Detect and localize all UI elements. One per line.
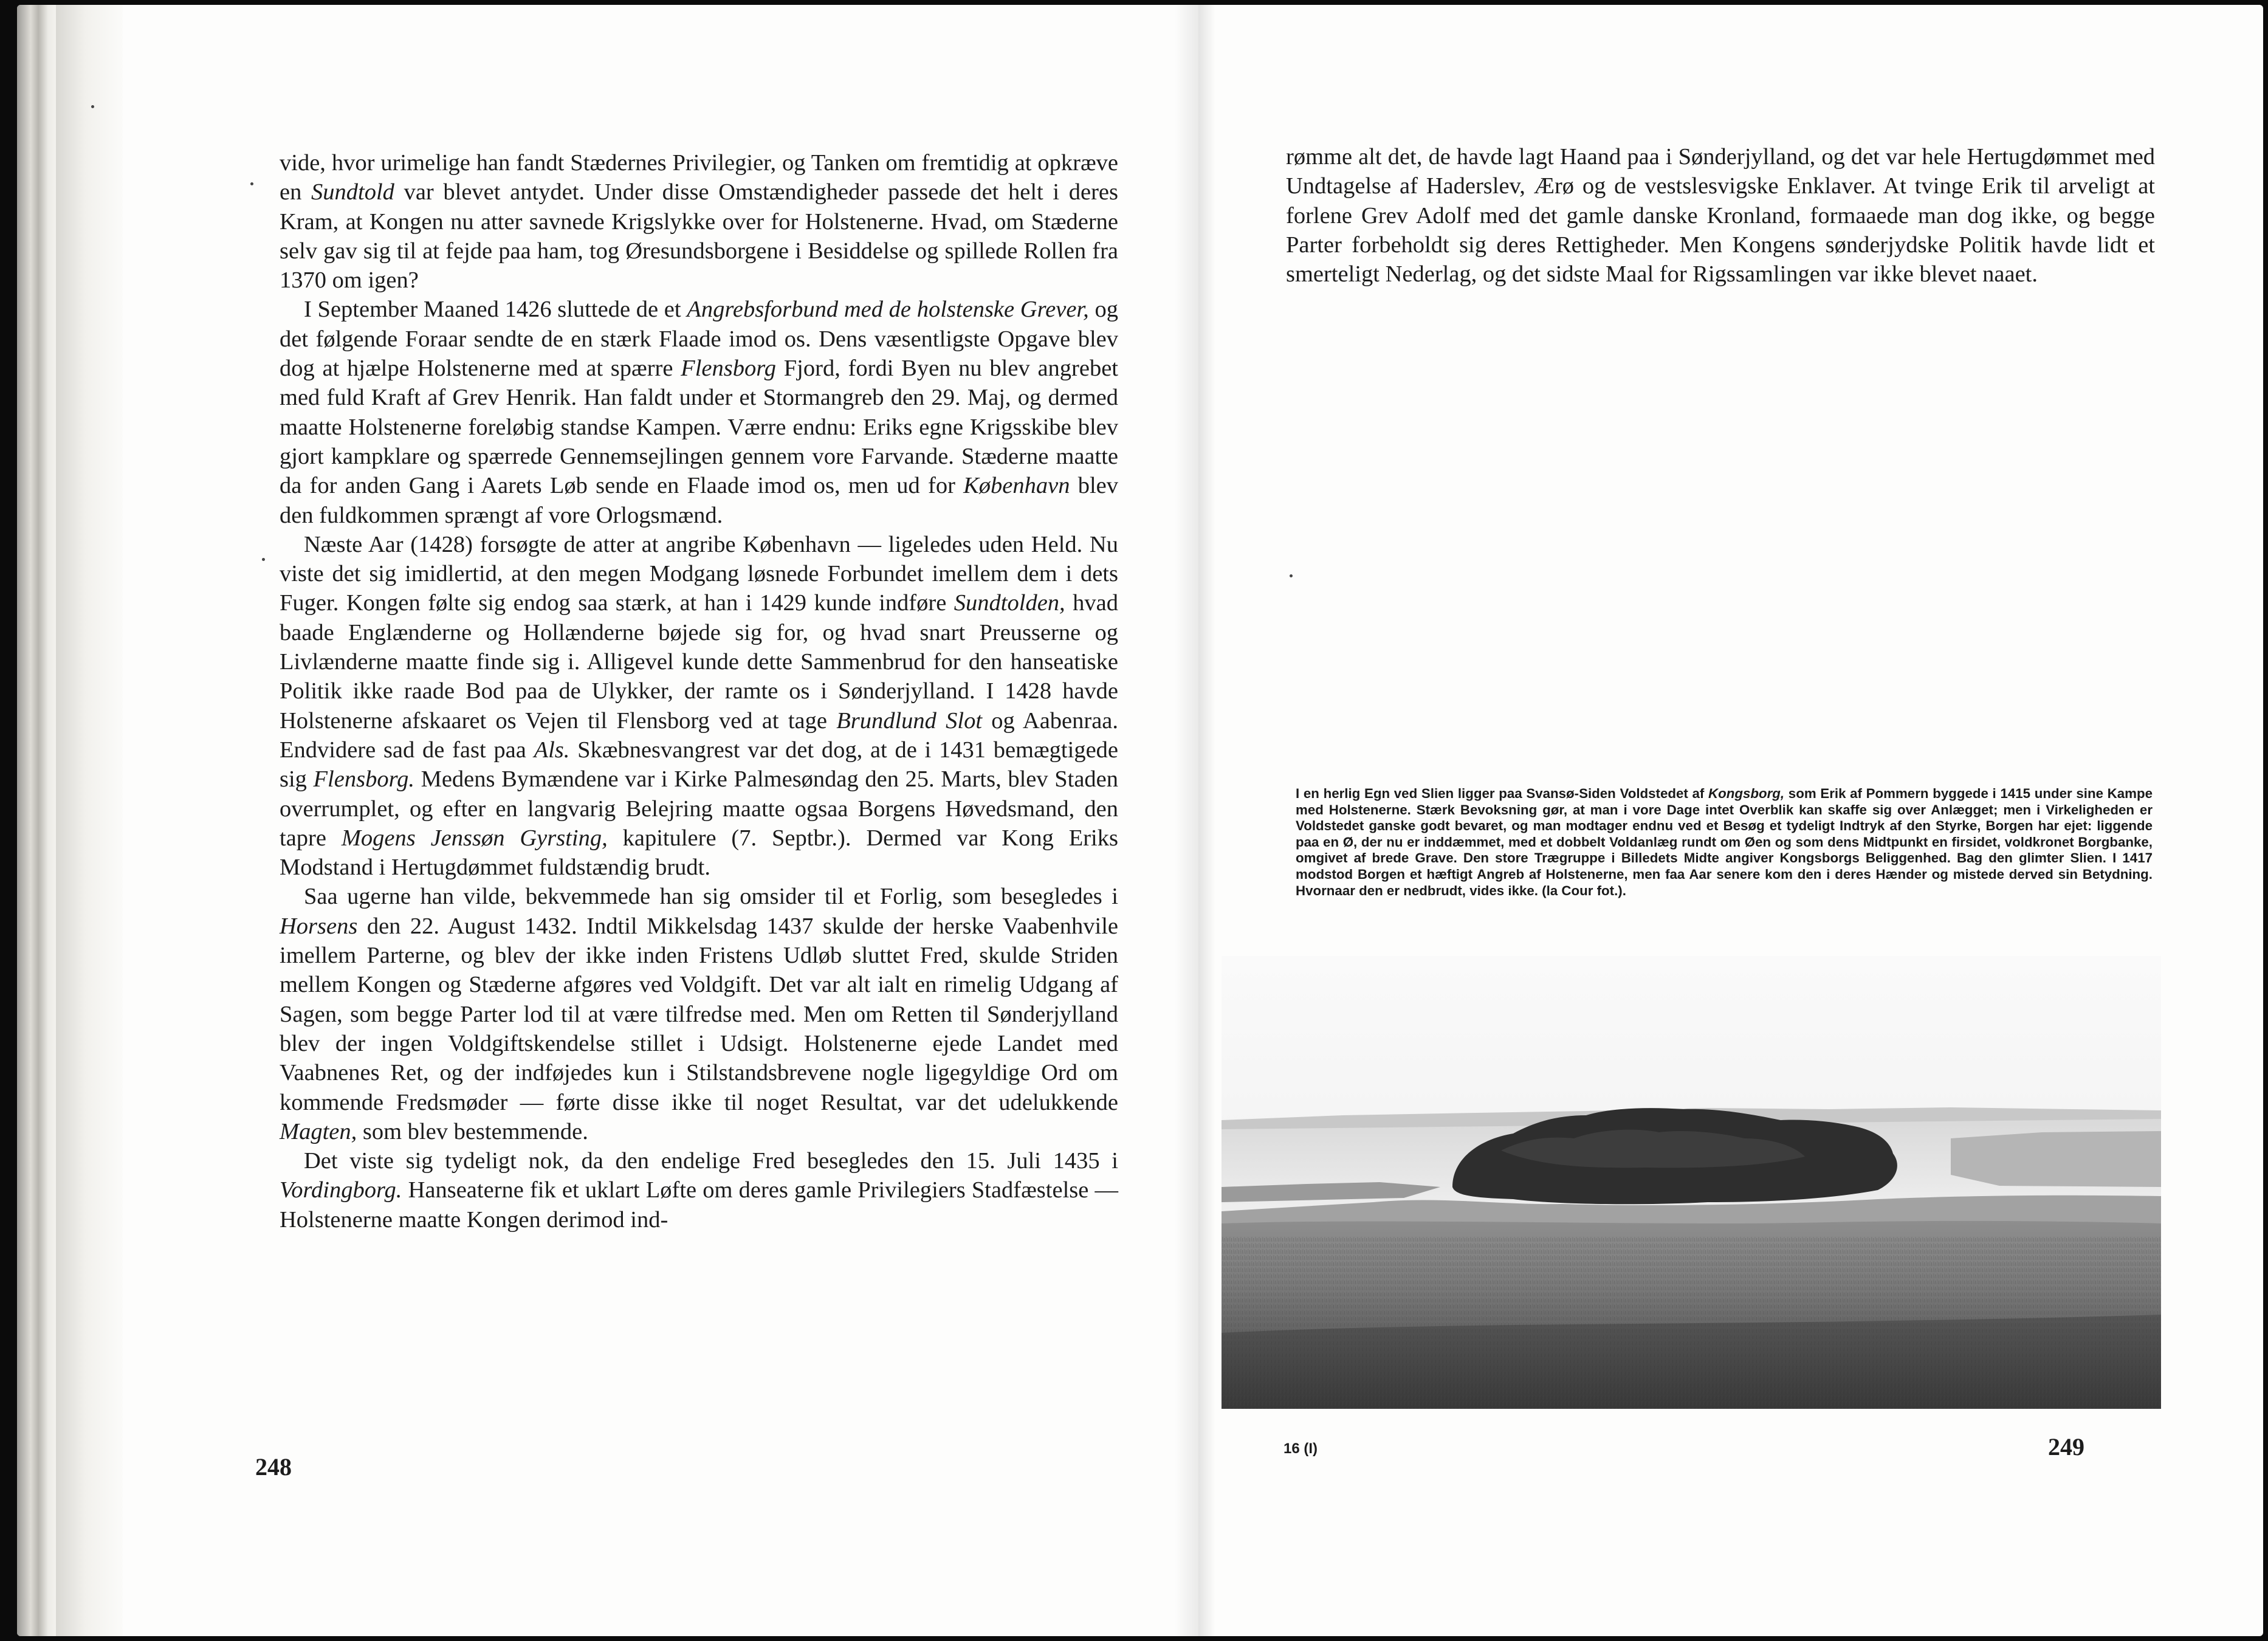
italic-phrase: Horsens	[280, 913, 358, 939]
landscape-photo	[1222, 956, 2161, 1409]
italic-phrase: Magten,	[280, 1118, 357, 1144]
italic-phrase: Flensborg.	[313, 766, 414, 793]
italic-phrase: Sundtold	[311, 179, 394, 205]
signature-mark: 16 (I)	[1283, 1440, 1318, 1457]
speck	[1290, 574, 1293, 577]
left-page	[17, 5, 1199, 1636]
italic-phrase: Kongsborg,	[1708, 786, 1785, 801]
photo-caption: I en herlig Egn ved Slien ligger paa Svansø-Siden Voldstedet af Kongsborg, som Erik af Pommern byggede i 1415 under sine Kampe med Holstenerne. Stærk Bevoksning gør, at man i vore Dage intet Overblik kan skaffe sig over Anlægget; men i Virkeligheden er Voldstedet ganske godt bevaret, og man modtager endnu ved et Besøg et tydeligt Indtryk af den Styrke, Borgen har ejet: liggende paa en Ø, der nu er inddæmmet, med et dobbelt Voldanlæg rundt om Øen og som dens Midtpunkt en firsidet, voldkronet Borgbanke, omgivet af brede Grave. Den store Trægruppe i Billedets Midte angiver Kongsborgs Beliggenhed. Bag den glimter Slien. I 1417 modstod Borgen et hæftigt Angreb af Holstenerne, men faa Aar senere kom den i deres Hænder og mistede derved sin Betydning. Hvornaar den er nedbrudt, vides ikke. (la Cour fot.).	[1296, 786, 2153, 898]
italic-phrase: Flensborg	[681, 356, 777, 382]
paragraph: Saa ugerne han vilde, bekvemmede han sig omsider til et Forlig, som besegledes i Horsens den 22. August 1432. Indtil Mikkelsdag 1437 skulde der herske Vaabenhvile imellem Parterne, og blev der ikke inden Fristens Udløb sluttet Fred, skulde Striden mellem Kongen og Stæderne afgøres ved Voldgift. Det var alt ialt en rimelig Udgang af Sagen, som begge Parter lod til at være tilfredse med. Men om Retten til Sønderjylland blev der ingen Voldgiftskendelse stillet i Udsigt. Holstenerne ejede Landet med Vaabnenes Ret, og der indføjedes kun i Stilstandsbrevene nogle ligegyldige Ord om kommende Fredsmøder — førte disse ikke til noget Resultat, var det udelukkende Magten, som blev bestemmende.	[280, 884, 1118, 1144]
paragraph: Det viste sig tydeligt nok, da den endelige Fred besegledes den 15. Juli 1435 i Vordingborg. Hanseaterne fik et uklart Løfte om deres gamle Privilegiers Stadfæstelse — Holstenerne maatte Kongen derimod ind-	[280, 1148, 1118, 1233]
right-body-text	[1286, 142, 2155, 289]
italic-phrase: Sundtolden,	[954, 590, 1065, 616]
paragraph: rømme alt det, de havde lagt Haand paa i Sønderjylland, og det var hele Hertugdømmet med Undtagelse af Haderslev, Ærø og de vestslesvigske Enklaver. At tvinge Erik til arveligt at forlene Grev Adolf med det gamle danske Kronland, formaaede man dog ikke, og begge Parter forbeholdt sig deres Rettigheder. Men Kongens sønderjydske Politik havde lidt et smerteligt Nederlag, og det sidste Maal for Rigssamlingen var ikke blevet naaet.	[1286, 144, 2155, 287]
paragraph: I September Maaned 1426 sluttede de et Angrebsforbund med de holstenske Grever, og det følgende Foraar sendte de en stærk Flaade imod os. Dens væsentligste Opgave blev dog at hjælpe Holstenerne med at spærre Flensborg Fjord, fordi Byen nu blev angrebet med fuld Kraft af Grev Henrik. Han faldt under et Stormangreb den 29. Maj, og dermed maatte Holstenerne foreløbig standse Kampen. Værre endnu: Eriks egne Krigsskibe blev gjort kampklare og spærrede Gennemsejlingen gennem vore Farvande. Stæderne maatte da for anden Gang i Aarets Løb sende en Flaade imod os, men ud for København blev den fuldkommen sprængt af vore Orlogsmænd.	[280, 297, 1118, 528]
italic-phrase: Angrebsforbund med de holstenske Grever,	[687, 297, 1089, 323]
page-number: 248	[255, 1453, 292, 1481]
speck	[91, 105, 94, 108]
paragraph: vide, hvor urimelige han fandt Stædernes Privilegier, og Tanken om fremtidig at opkræve en Sundtold var blevet antydet. Under disse Omstændigheder passede det helt i deres Kram, at Kongen nu atter savnede Krigslykke over for Holstenerne. Hvad, om Stæderne selv gav sig til at fejde paa ham, tog Øresundsborgene i Besiddelse og spillede Rollen fra 1370 om igen?	[280, 150, 1118, 294]
italic-phrase: Als.	[534, 737, 570, 763]
italic-phrase: Mogens Jenssøn Gyrsting,	[341, 825, 608, 851]
italic-phrase: Vordingborg.	[280, 1177, 402, 1203]
page-edge-strip	[56, 5, 123, 1636]
right-page	[1198, 5, 2263, 1636]
left-body-text	[280, 148, 1118, 1234]
paragraph: Næste Aar (1428) forsøgte de atter at angribe København — ligeledes uden Held. Nu viste det sig imidlertid, at den megen Modgang løsnede Forbundet imellem dem i dets Fuger. Kongen følte sig endog saa stærk, at han i 1429 kunde indføre Sundtolden, hvad baade Englænderne og Hollænderne bøjede sig for, og hvad snart Preusserne og Livlænderne maatte finde sig i. Alligevel kunde dette Sammenbrud for den hanseatiske Politik ikke raade Bod paa de Ulykker, der ramte os i Sønderjylland. I 1428 havde Holstenerne afskaaret os Vejen til Flensborg ved at tage Brundlund Slot og Aabenraa. Endvidere sad de fast paa Als. Skæbnesvangrest var det dog, at de i 1431 bemægtigede sig Flensborg. Medens Bymændene var i Kirke Palmesøndag den 25. Marts, blev Staden overrumplet, og efter en langvarig Belejring maatte ogsaa Borgens Høvedsmand, den tapre Mogens Jenssøn Gyrsting, kapitulere (7. Septbr.). Dermed var Kong Eriks Modstand i Hertugdømmet fuldstændig brudt.	[280, 531, 1119, 881]
speck	[250, 182, 253, 185]
italic-phrase: Brundlund Slot	[836, 707, 983, 734]
page-edge-strip	[17, 5, 56, 1636]
spine-shadow	[1175, 5, 1199, 1636]
page-number: 249	[2048, 1433, 2084, 1460]
speck	[262, 558, 265, 561]
italic-phrase: København	[963, 473, 1070, 499]
spine-shadow	[1198, 5, 1215, 1636]
